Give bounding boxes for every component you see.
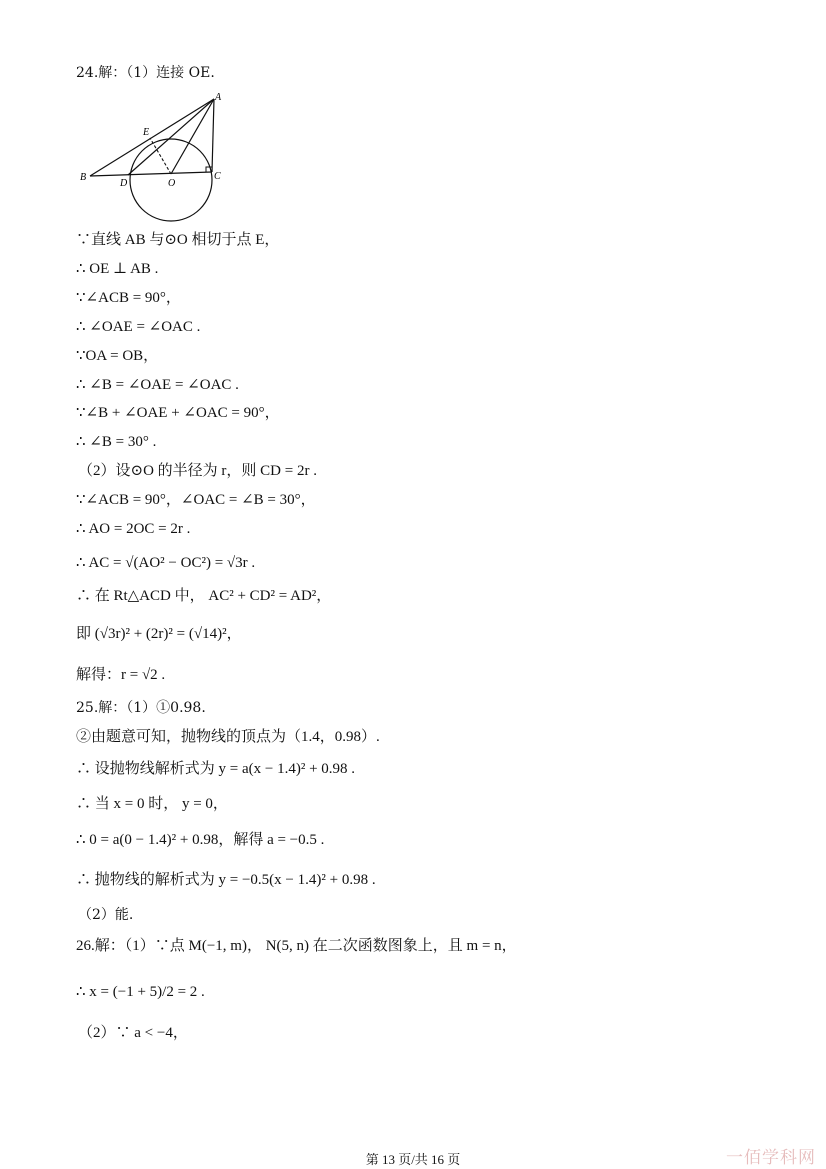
segment-bc [90, 172, 212, 176]
solution-26-heading: 26.解：（1）∵点 M(−1, m)， N(5, n) 在二次函数图象上，且 m = n， [76, 938, 517, 954]
segment-ac [212, 99, 214, 172]
line-angle-equal: ∴ ∠B = ∠OAE = ∠OAC . [76, 377, 239, 393]
line-a-less: （2）∵ a < −4， [78, 1025, 188, 1041]
line-angle-sum: ∵∠B + ∠OAE + ∠OAC = 90°， [76, 405, 280, 421]
line-angle-b: ∴ ∠B = 30° . [76, 434, 157, 450]
line-parabola-result: ∴ 抛物线的解析式为 y = −0.5(x − 1.4)² + 0.98 . [76, 872, 376, 888]
label-o: O [168, 178, 176, 189]
label-c: C [214, 171, 221, 182]
line-angle-acb: ∵∠ACB = 90°， [76, 290, 181, 306]
label-e: E [143, 127, 150, 138]
line-perpendicular: ∴ OE ⊥ AB . [76, 261, 159, 277]
segment-ad [128, 99, 214, 175]
line-part2-radius: （2）设⊙O 的半径为 r，则 CD = 2r . [78, 463, 317, 479]
line-angles-30: ∵∠ACB = 90°，∠OAC = ∠B = 30°， [76, 492, 316, 508]
line-result-r: 解得：r = √2 . [76, 667, 166, 683]
segment-ab [90, 99, 214, 176]
label-b: B [80, 172, 87, 183]
line-oa-ob: ∵OA = OB， [76, 348, 159, 364]
solution-25-heading: 25.解：（1）①0.98. [76, 700, 206, 716]
line-substitution: 即 (√3r)² + (2r)² = (√14)²， [76, 626, 242, 642]
label-a: A [215, 92, 222, 103]
line-part2-yes: （2）能. [78, 907, 134, 923]
segment-oe [150, 138, 171, 174]
line-x-zero: ∴ 当 x = 0 时， y = 0， [76, 796, 228, 812]
geometry-figure [76, 88, 236, 223]
page-footer: 第 13 页/共 16 页 [365, 1152, 461, 1167]
line-solve-a: ∴ 0 = a(0 − 1.4)² + 0.98，解得 a = −0.5 . [76, 832, 325, 848]
line-vertex: ②由题意可知，抛物线的顶点为（1.4，0.98）. [76, 729, 380, 745]
label-d: D [120, 178, 128, 189]
watermark-text: 一佰学科网 [726, 1148, 816, 1168]
line-pythagoras: ∴ 在 Rt△ACD 中， AC² + CD² = AD²， [76, 588, 332, 604]
line-ac: ∴ AC = √(AO² − OC²) = √3r . [76, 555, 256, 571]
line-parabola-form: ∴ 设抛物线解析式为 y = a(x − 1.4)² + 0.98 . [76, 761, 356, 777]
line-axis-x: ∴ x = (−1 + 5)/2 = 2 . [76, 984, 205, 1000]
line-oae-oac: ∴ ∠OAE = ∠OAC . [76, 319, 201, 335]
line-tangent: ∵直线 AB 与⊙O 相切于点 E， [76, 232, 280, 248]
solution-24-heading: 24.解：（1）连接 OE. [76, 65, 215, 81]
line-ao: ∴ AO = 2OC = 2r . [76, 521, 191, 537]
